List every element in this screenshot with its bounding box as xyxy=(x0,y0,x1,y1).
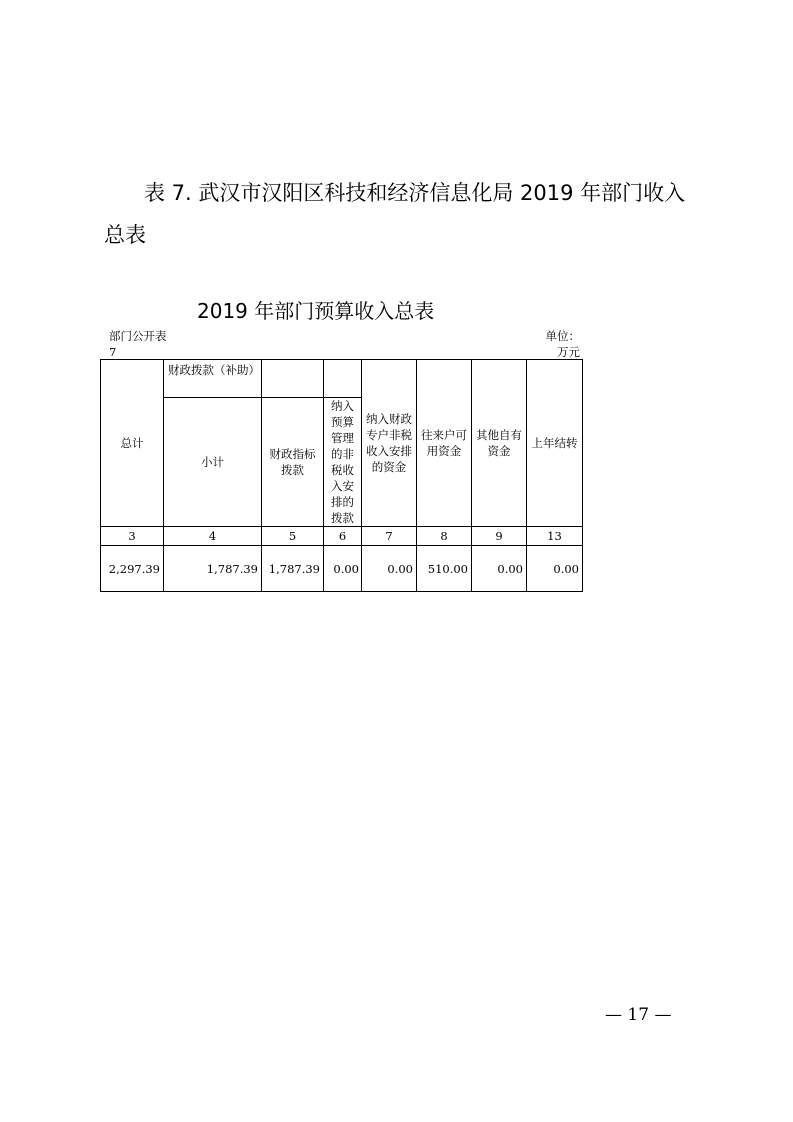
document-heading-line-1: 表 7. 武汉市汉阳区科技和经济信息化局 2019 年部门收入 xyxy=(144,181,686,205)
column-number: 6 xyxy=(324,527,362,546)
form-number-label: 部门公开表 7 xyxy=(109,329,167,359)
value-total: 2,297.39 xyxy=(101,546,164,592)
column-number: 13 xyxy=(527,527,583,546)
header-nontax-budget-appropriation: 纳入预算管理的非税收入安排的拨款 xyxy=(324,398,362,527)
header-other-own-funds: 其他自有资金 xyxy=(472,360,527,527)
column-number: 5 xyxy=(262,527,324,546)
value-fiscal-index-appropriation: 1,787.39 xyxy=(262,546,324,592)
value-other-own-funds: 0.00 xyxy=(472,546,527,592)
column-number: 7 xyxy=(362,527,417,546)
table-title: 2019 年部门预算收入总表 xyxy=(197,299,435,323)
document-heading-line-2: 总表 xyxy=(104,223,146,247)
header-current-account-funds: 往来户可用资金 xyxy=(417,360,472,527)
column-number: 3 xyxy=(101,527,164,546)
header-carryover-last-year: 上年结转 xyxy=(527,360,583,527)
budget-income-table xyxy=(100,359,583,592)
unit-label: 单位：万元 xyxy=(545,329,580,359)
header-empty-cell xyxy=(262,360,324,398)
value-carryover-last-year: 0.00 xyxy=(527,546,583,592)
value-subtotal: 1,787.39 xyxy=(164,546,262,592)
value-nontax-budget-appropriation: 0.00 xyxy=(324,546,362,592)
header-fiscal-appropriation-group: 财政拨款（补助） xyxy=(164,360,262,398)
header-fiscal-index-appropriation: 财政指标拨款 xyxy=(262,398,324,527)
header-total: 总计 xyxy=(101,360,164,527)
column-number: 9 xyxy=(472,527,527,546)
header-empty-cell xyxy=(324,360,362,398)
value-special-account-nontax-funds: 0.00 xyxy=(362,546,417,592)
page-number: — 17 — xyxy=(605,1005,672,1025)
header-subtotal: 小计 xyxy=(164,398,262,527)
value-current-account-funds: 510.00 xyxy=(417,546,472,592)
column-number: 4 xyxy=(164,527,262,546)
column-number: 8 xyxy=(417,527,472,546)
header-special-account-nontax-funds: 纳入财政专户非税收入安排的资金 xyxy=(362,360,417,527)
